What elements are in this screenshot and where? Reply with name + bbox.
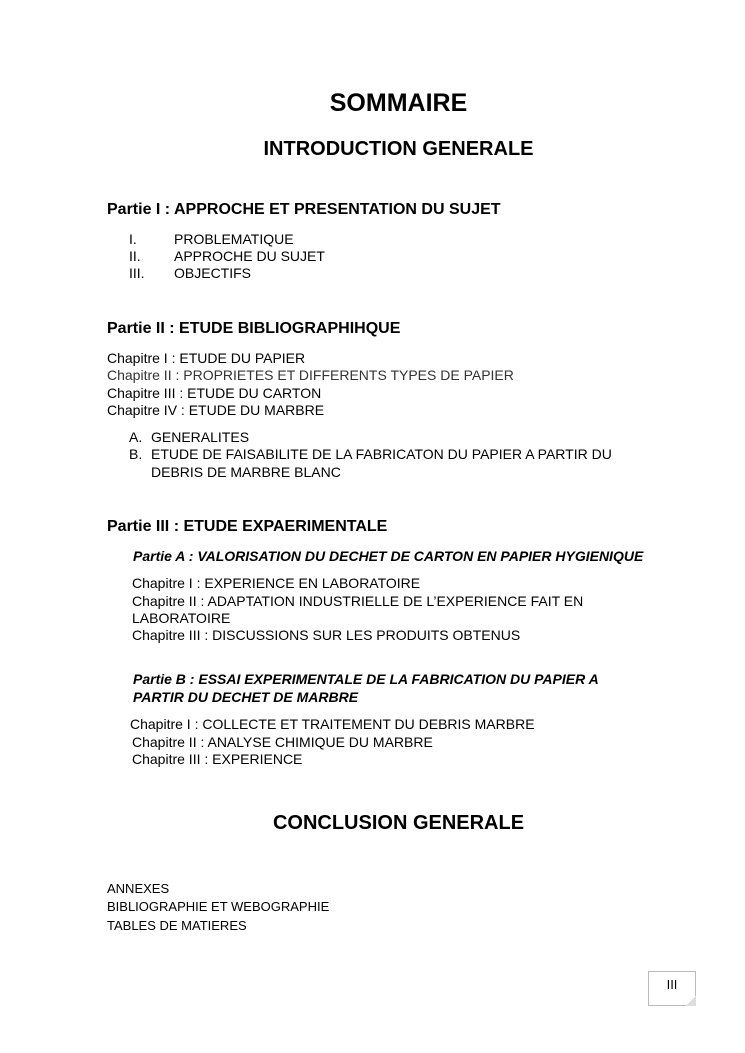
part2-sub-label-cont: DEBRIS DE MARBRE BLANC (151, 464, 341, 480)
part2-sub-letter: A. (129, 429, 143, 445)
part2-sub-letter: B. (129, 446, 143, 462)
part1-item-label: OBJECTIFS (174, 265, 252, 281)
annex-item: TABLES DE MATIERES (107, 918, 247, 933)
annex-item: ANNEXES (107, 881, 170, 896)
page-number-box (648, 971, 696, 1006)
partB-chapter: Chapitre III : EXPERIENCE (132, 751, 303, 767)
partA-chapter: Chapitre III : DISCUSSIONS SUR LES PRODUITS OBTENUS (132, 627, 521, 643)
part2-sub-label: ETUDE DE FAISABILITE DE LA FABRICATON DU PAPIER A PARTIR DU (151, 446, 612, 462)
page-number: III (666, 977, 678, 992)
part3-partA-heading: Partie A : VALORISATION DU DECHET DE CARTON EN PAPIER HYGIENIQUE (133, 548, 644, 564)
part3-partB-heading-cont: PARTIR DU DECHET DE MARBRE (133, 689, 359, 705)
part2-chapter: Chapitre III : ETUDE DU CARTON (107, 385, 322, 401)
part1-item-num: III. (129, 265, 145, 281)
part1-item-label: PROBLEMATIQUE (174, 231, 294, 247)
annex-item: BIBLIOGRAPHIE ET WEBOGRAPHIE (107, 899, 330, 914)
part1-item-num: I. (129, 231, 137, 247)
partA-chapter: Chapitre II : ADAPTATION INDUSTRIELLE DE L’EXPERIENCE FAIT EN (132, 593, 584, 609)
part2-heading: Partie II : ETUDE BIBLIOGRAPHIHQUE (107, 320, 401, 337)
partB-chapter: Chapitre I : COLLECTE ET TRAITEMENT DU DEBRIS MARBRE (130, 716, 535, 732)
part1-heading: Partie I : APPROCHE ET PRESENTATION DU SUJET (107, 201, 501, 218)
part2-chapter: Chapitre II : PROPRIETES ET DIFFERENTS TYPES DE PAPIER (107, 367, 514, 383)
section-introduction: INTRODUCTION GENERALE (263, 138, 534, 160)
part1-item-num: II. (129, 248, 141, 264)
partA-chapter-cont: LABORATOIRE (132, 610, 231, 626)
part3-partB-heading: Partie B : ESSAI EXPERIMENTALE DE LA FABRICATION DU PAPIER A (133, 671, 599, 687)
part2-sub-label: GENERALITES (151, 429, 250, 445)
part2-chapter: Chapitre IV : ETUDE DU MARBRE (107, 402, 325, 418)
partB-chapter: Chapitre II : ANALYSE CHIMIQUE DU MARBRE (132, 734, 433, 750)
partA-chapter: Chapitre I : EXPERIENCE EN LABORATOIRE (132, 575, 421, 591)
section-conclusion: CONCLUSION GENERALE (272, 812, 525, 834)
page-fold-corner (686, 996, 696, 1006)
part1-item-label: APPROCHE DU SUJET (174, 248, 325, 264)
document-title: SOMMAIRE (329, 89, 468, 117)
part2-chapter: Chapitre I : ETUDE DU PAPIER (107, 350, 306, 366)
part3-heading: Partie III : ETUDE EXPAERIMENTALE (107, 518, 388, 535)
